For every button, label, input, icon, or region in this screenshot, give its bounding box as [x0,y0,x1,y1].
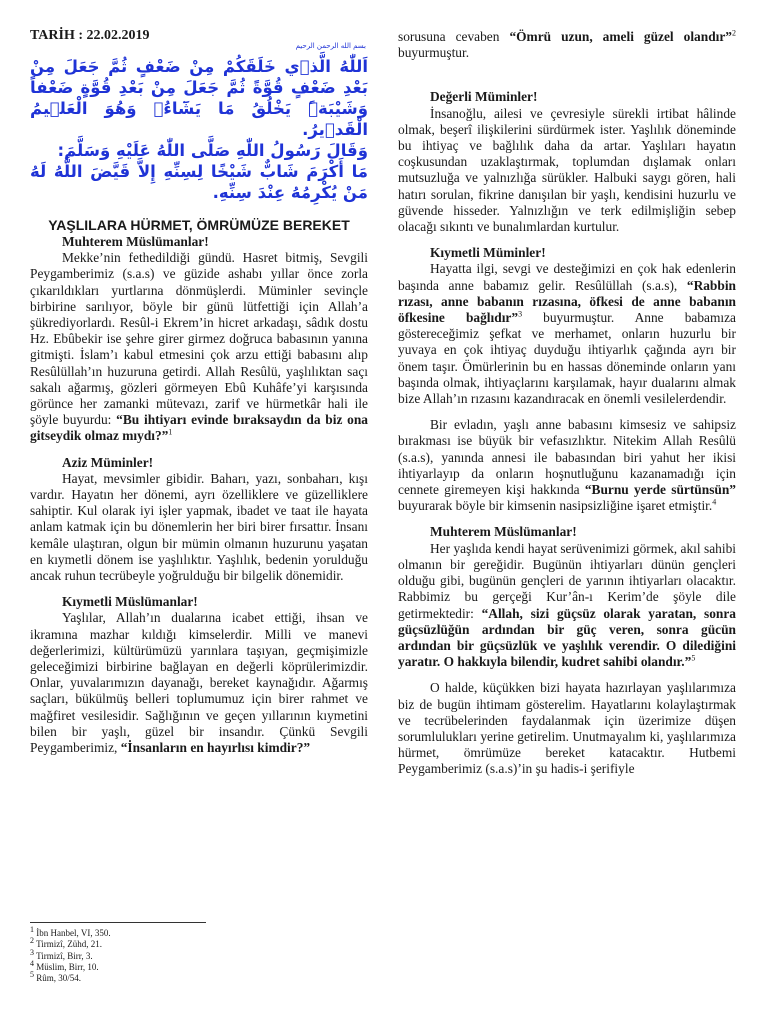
footnote-text: Müslim, Birr, 10. [36,961,99,972]
section-heading: Değerli Müminler! [430,89,538,105]
paragraph-text: Her yaşlıda kendi hayat serüvenimizi görmek, akıl sahibi olmanın bir gereğidir. Bugünün ihtiyarları dünün gençleri olduğu gibi, bugünün gençleri de yarının ihtiyarları olacaktır. Rabbimiz bu gerçeği Kur’ân-ı Kerim’de şöyle dile getirmektedir: [398,540,736,621]
paragraph [398,29,736,61]
footnotes [30,925,111,984]
footnote-divider [30,922,206,923]
footnote-ref: 2 [732,28,736,38]
hadith-quote: “Burnu yerde sürtünsün” [584,482,736,498]
footnote-number: 2 [30,936,34,946]
footnote-ref: 4 [712,497,717,507]
paragraph [398,261,736,407]
section-heading: Aziz Müminler! [62,454,154,470]
paragraph-text: Mekke’nin fethedildiği gündü. Hasret bitmiş, Sevgili Peygamberimiz (s.a.s) ve güzide ashabı yıllar önce zorla çıkarıldıkları yurtlarına dönmüşlerdi. Müminler sevinçle birbirine sarılıyor, böyle bir günü lütfettiği için Allah’a şükrediyorlardı. Resûl-i Ekrem’in hicret arkadaşı, sâdık dostu Hz. Ebûbekir ise şehre girer girmez doğruca babasının yanına gitmişti. İslam’ı kabul etmesini çok arzu ettiği babasını alıp Resûlüllah’ın huzuruna getirdi. Allah Resûlü, yaşlılıktan saçı sakalı ağarmış, gözleri görmeyen Ebû Kuhâfe’yi karşısında görünce her zamanki mütevazı, zarif ve hürmetkâr hali ile şöyle buyurdu: [30,250,368,428]
footnote-number: 1 [30,925,34,934]
footnote-number: 5 [30,970,34,980]
footnote [30,925,111,939]
right-column [398,29,736,778]
hadith-quote: “İnsanların en hayırlısı kimdir?” [120,740,311,756]
basmala-mark: بسم الله الرحمن الرحيم [295,42,366,50]
footnote-number: 3 [30,947,34,957]
paragraph: İnsanoğlu, ailesi ve çevresiyle sürekli irtibat hâlinde olmak, beşerî ilişkilerini sürdürmek ister. Yaşlılık döneminde bu ihtiyaç ve bağlılık daha da artar. Yaşlıları hayatın coşkusundan uzaklaştırmak, toplumdan dışlamak onları mutsuzluğa ve yalnızlığa sürükler. Halbuki saygı gören, hali hatırı sorulan, fikrine danışılan bir yaşlı, kendisini huzurlu ve güvende hisseder. Yalnızlığın ve terk edilmişliğin sebep olacağı sıkıntı ve bunalımlardan kurtulur. [398,105,736,235]
paragraph-text: buyurarak böyle bir kimsenin nasipsizliğine işaret etmiştir. [398,498,713,514]
paragraph-text: buyurmuştur. Anne babamıza göstereceğimiz şefkat ve merhamet, onların huzurlu bir yuvaya en çok ihtiyaç duyduğu ihtiyarlık çağında ayrı bir önem taşır. Ömürlerinin bu en hassas döneminde onların yanı başında olmak, ihtiyaçlarını karşılamak, hayır dualarını almak bize Allah’ın rızasını kazandıracak en önemli vesilelerdendir. [398,310,736,407]
footnote-text: Tirmizî, Birr, 3. [36,950,93,961]
footnote-text: İbn Hanbel, VI, 350. [36,928,111,938]
paragraph-text: Hayatta ilgi, sevgi ve desteğimizi en çok hak edenlerin başında anne babamız gelir. Resûlüllah (s.a.s), [398,261,736,293]
footnote [30,970,111,984]
arabic-verse: اَللّٰهُ الَّذ۪ي خَلَقَكُمْ مِنْ ضَعْفٍ ثُمَّ جَعَلَ مِنْ بَعْدِ ضَعْفٍ قُوَّةً ثُمَّ جَعَلَ مِنْ بَعْدِ قُوَّةٍ ضَعْفاً وَشَيْبَةًۜ يَخْلُقُ مَا يَشَٓاءُۚ وَهُوَ الْعَل۪يمُ الْقَد۪يرُ. [30,57,368,139]
hadith-quote: “Rabbin rızası, anne babanın rızasına, öfkesi de anne babanın öfkesine bağlıdır” [398,277,736,326]
footnote-ref: 1 [168,427,173,437]
paragraph [398,541,736,671]
section-heading: Kıymetli Müslümanlar! [62,594,198,610]
paragraph-text: sorusuna cevaben [398,29,510,44]
paragraph-text: Bir evladın, yaşlı anne babasını kimsesiz ve sahipsiz bırakması ise büyük bir vefasızlıktır. Nitekim Allah Resûlü (s.a.s), yanında annesi ile babasından biri yahut her ikisi ihtiyarlayıp da onların hoşnutluğunu kazanamadığı için cennete giremeyen kişi hakkında [398,417,736,498]
paragraph-text: buyurmuştur. [398,45,470,61]
section-heading: Muhterem Müslümanlar! [430,524,577,540]
hadith-quote: “Bu ihtiyarı evinde bıraksaydın da biz ona gitseydik olmaz mıydı?” [30,412,368,444]
hadith-quote: “Ömrü uzun, ameli güzel olandır” [509,29,732,44]
paragraph: Hayat, mevsimler gibidir. Baharı, yazı, sonbaharı, kışı vardır. Hayatın her dönemi, ayrı özelliklere ve güzelliklere sahiptir. Kul olarak iyi işler yapmak, ibadet ve taat ile hayata anlam katmak için bu dönemlerin her biri birer fırsattır. İnsanı kemâle ulaştıran, olgun bir mümin olmanın huzurunu yaşatan en kıymetli dönem ise yaşlılıktır. Yaşlılık, bedenin yorulduğu ancak ruhun tecrübeyle yoğrulduğu bir bilgelik dönemidir. [30,470,368,584]
footnote [30,936,111,950]
paragraph-text: Yaşlılar, Allah’ın dualarına icabet ettiği, ihsan ve ikramına mazhar kıldığı kimselerdir. Milli ve manevi değerlerimizi, kültürümüzü yarınlara taşıyan, geçmişimizle geleceğimizi birbirine bağlayan en değerli köprülerimizdir. Onlar, yuvalarımızın dayanağı, bereket kaynağıdır. Ağarmış saçları, bükülmüş belleri toplumumuz için birer rahmet ve mağfiret vesilesidir. Sağlığının ve geçen yıllarının kıymetini bilen bir yaşlı, güzel bir insandır. Çünkü Sevgili Peygamberimiz, [30,610,368,756]
paragraph [398,417,736,514]
footnote-text: Tirmizî, Zühd, 21. [36,939,103,950]
footnote-number: 4 [30,958,34,968]
left-column [30,28,368,756]
section-heading: Kıymetli Müminler! [430,245,546,261]
sermon-date: TARİH : 22.02.2019 [30,28,150,43]
footnote [30,947,111,962]
verse-translation: “Allah, sizi güçsüz olarak yaratan, sonra güçsüzlüğün ardından bir güç veren, sonra gücün ardından bir güçsüzlük ve yaşlılık verendir. O dilediğini yaratır. O hakkıyla bilendir, kudret sahibi olandır.” [398,605,736,670]
section-heading: Muhterem Müslümanlar! [62,234,209,249]
paragraph: O halde, küçükken bizi hayata hazırlayan yaşlılarımıza biz de bugün ihtimam gösterelim. Hayatlarını kolaylaştırmak ve tecrübelerinden faydalanmak için üzerimize düşen sorumlulukları yerine getirelim. Unutmayalım ki, yaşlılarımıza hürmet, ömrümüze bereket katacaktır. Hutbemi Peygamberimiz (s.a.s)’in şu hadis-i şerifiyle [398,680,736,777]
paragraph [30,250,368,444]
footnote-text: Rûm, 30/54. [36,973,82,984]
footnote-ref: 3 [518,309,523,319]
footnote [30,958,111,973]
paragraph [30,610,368,756]
sermon-title: YAŞLILARA HÜRMET, ÖMRÜMÜZE BEREKET [48,217,350,233]
arabic-hadith: مَا أَكْرَمَ شَابٌّ شَيْخًا لِسِنِّهِ إِلاَّ قَيَّضَ اللَّهُ لَهُ مَنْ يُكْرِمُهُ عِنْدَ سِنِّهِ. [30,162,368,202]
footnote-ref: 5 [691,653,696,663]
arabic-hadith-intro: وَقَالَ رَسُولُ اللّٰهِ صَلَّى اللّٰهُ عَلَيْهِ وَسَلَّمَ: [57,141,368,160]
